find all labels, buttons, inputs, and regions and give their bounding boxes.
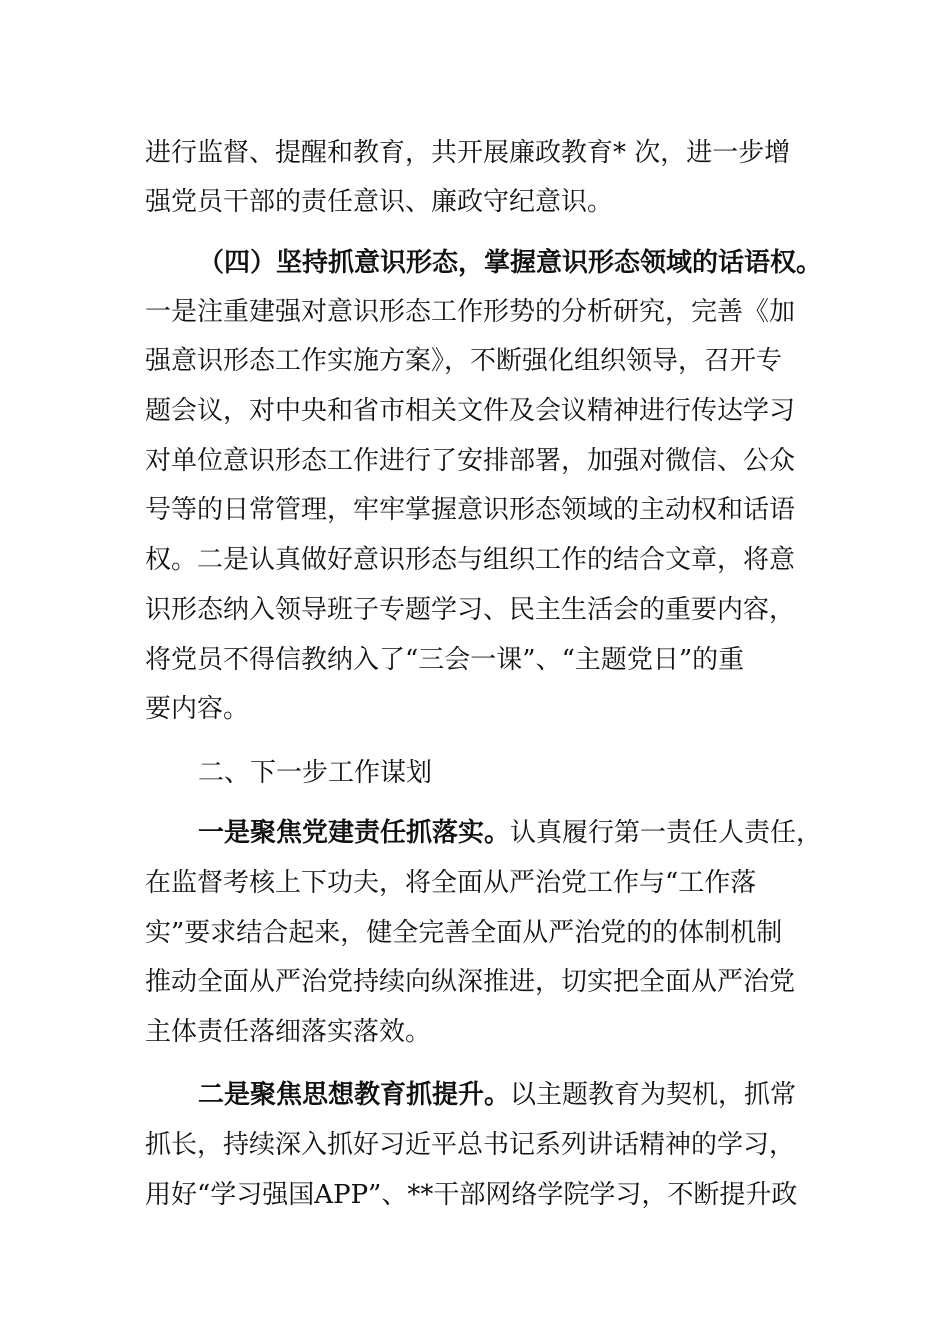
line-text: 要内容。	[145, 694, 250, 724]
lead-phrase: 一是聚焦党建责任抓落实。	[198, 818, 511, 848]
text-line	[198, 818, 822, 848]
text-line	[145, 868, 756, 898]
text-line	[145, 297, 795, 327]
lead-phrase: 二是聚焦思想教育抓提升。	[198, 1080, 511, 1110]
line-text: 强意识形态工作实施方案》，不断强化组织领导，召开专	[145, 346, 783, 376]
text-line	[145, 645, 744, 675]
text-line	[198, 1080, 796, 1110]
text-line	[145, 918, 782, 948]
section-heading	[198, 248, 822, 278]
text-line	[145, 396, 795, 426]
line-text: 进行监督、提醒和教育，共开展廉政教育* 次，进一步增	[145, 138, 791, 168]
line-text: 实”要求结合起来，健全完善全面从严治党的的体制机制	[145, 918, 783, 948]
line-text: 在监督考核上下功夫，将全面从严治党工作与“工作落	[145, 868, 757, 898]
text-line	[145, 967, 795, 997]
heading-text: 二、下一步工作谋划	[198, 758, 433, 788]
line-text: 题会议，对中央和省市相关文件及会议精神进行传达学习	[145, 396, 796, 426]
text-line	[145, 138, 790, 168]
line-text: 以主题教育为契机，抓常	[510, 1080, 797, 1110]
line-text: 识形态纳入领导班子专题学习、民主生活会的重要内容，	[145, 595, 796, 625]
heading-text: （四）坚持抓意识形态，掌握意识形态领域的话语权。	[198, 248, 823, 278]
text-line	[145, 1130, 795, 1160]
text-line	[145, 446, 795, 476]
line-text: 用好“学习强国APP”、**干部网络学院学习，不断提升政	[145, 1180, 798, 1210]
line-text: 推动全面从严治党持续向纵深推进，切实把全面从严治党	[145, 967, 796, 997]
section-heading	[198, 758, 432, 788]
line-text: 主体责任落细落实落效。	[145, 1017, 432, 1047]
text-line	[145, 187, 613, 217]
text-line	[145, 694, 249, 724]
text-line	[145, 545, 795, 575]
line-text: 一是注重建强对意识形态工作形势的分析研究，完善《加	[145, 297, 796, 327]
text-line	[145, 1180, 797, 1210]
line-text: 对单位意识形态工作进行了安排部署，加强对微信、公众	[145, 446, 796, 476]
text-line	[145, 495, 795, 525]
line-text: 认真履行第一责任人责任，	[510, 818, 823, 848]
line-text: 将党员不得信教纳入了“三会一课”、“主题党日”的重	[145, 645, 745, 675]
line-text: 抓长，持续深入抓好习近平总书记系列讲话精神的学习，	[145, 1130, 796, 1160]
text-line	[145, 595, 795, 625]
text-line	[145, 346, 782, 376]
line-text: 号等的日常管理，牢牢掌握意识形态领域的主动权和话语	[145, 495, 796, 525]
line-text: 权。二是认真做好意识形态与组织工作的结合文章，将意	[145, 545, 796, 575]
text-line	[145, 1017, 431, 1047]
line-text: 强党员干部的责任意识、廉政守纪意识。	[145, 187, 614, 217]
